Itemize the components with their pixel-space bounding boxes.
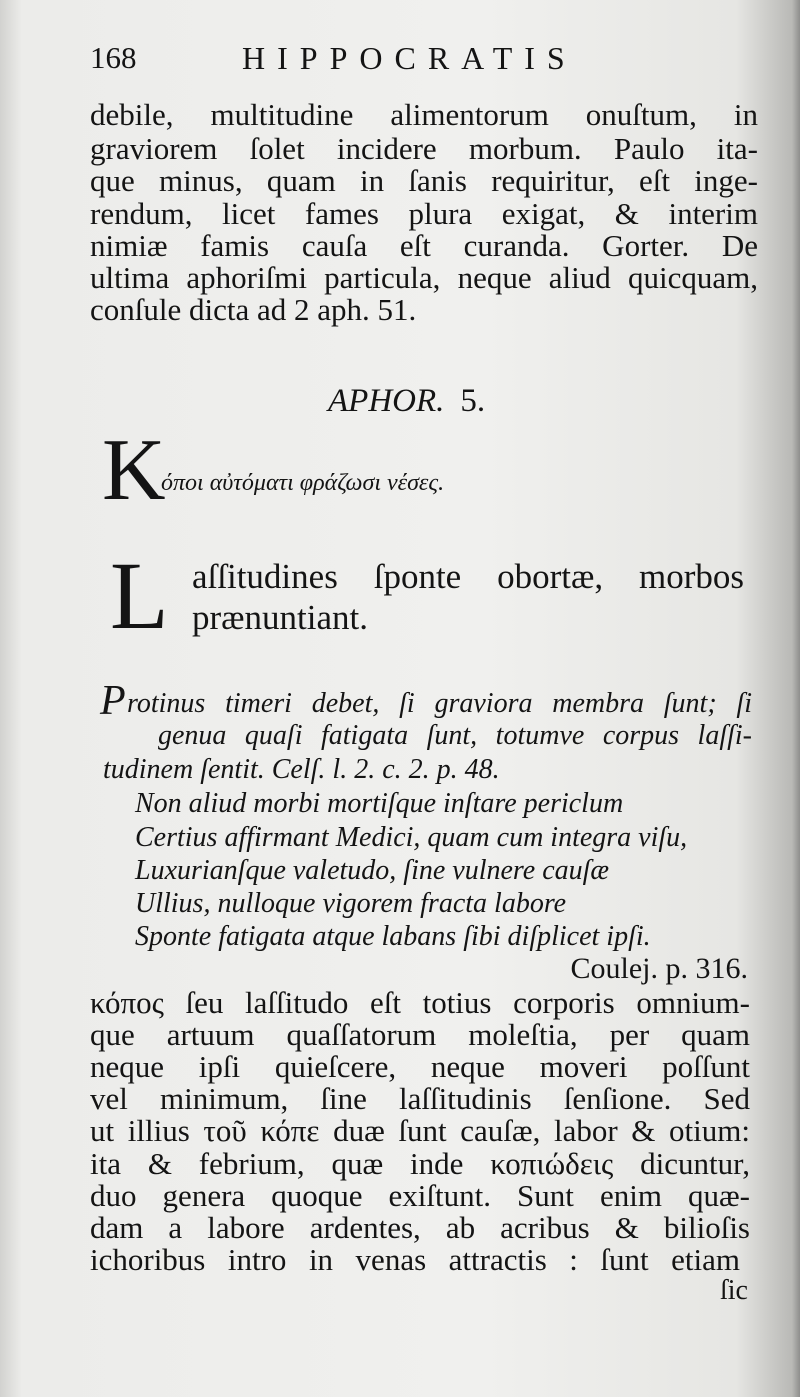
latin-aphorism-line: prænuntiant. [192,598,368,637]
text-line: ut illius τοῦ κόπε duæ ſunt cauſæ, labor & otium: [90,1113,750,1148]
catchword: ſic [720,1275,748,1306]
verse-line: Certius affirmant Medici, quam cum integra viſu, [135,822,688,853]
greek-drop-initial: K [102,422,166,519]
text-line: κόπος ſeu laſſitudo eſt totius corporis omnium- [90,985,750,1020]
running-title: HIPPOCRATIS [242,40,577,76]
text-line: ichoribus intro in venas attractis : ſunt etiam [90,1242,740,1277]
text-line: debile, multitudine alimentorum onuſtum, in [90,97,758,132]
text-line: duo genera quoque exiſtunt. Sunt enim quæ- [90,1178,750,1213]
text-line: vel minimum, ſine laſſitudinis ſenſione. Sed [90,1081,750,1116]
text-line: neque ipſi quieſcere, neque moveri poſſunt [90,1049,750,1084]
text-line: rendum, licet fames plura exigat, & interim [90,196,758,231]
latin-drop-initial: L [110,542,169,649]
text-line: ita & febrium, quæ inde κοπιώδεις dicuntur, [90,1146,750,1181]
text-line: que minus, quam in ſanis requiritur, eſt inge- [90,163,758,198]
greek-aphorism-text: όποι αὐτόματι φράζωσι νέσες. [161,470,445,496]
text-line: que artuum quaſſatorum moleſtia, per quam [90,1017,750,1052]
verse-line: Luxurianſque valetudo, ſine vulnere cauſæ [135,855,610,886]
text-line: conſule dicta ad 2 aph. 51. [90,292,417,327]
commentary-line: rotinus timeri debet, ſi graviora membra ſunt; ſi [127,688,752,719]
aphorism-label: APHOR. [328,383,445,419]
verse-line: Non aliud morbi mortiſque inſtare periclum [135,788,624,819]
page-number: 168 [90,40,137,75]
aphorism-number: 5. [460,383,486,419]
aphorism-heading [328,383,485,420]
verse-line: Ullius, nulloque vigorem fracta labore [135,888,567,919]
commentary-initial: P [100,678,126,724]
commentary-line: genua quaſi fatigata ſunt, totumve corpus laſſi- [158,720,752,751]
text-line: nimiæ famis cauſa eſt curanda. Gorter. De [90,228,758,263]
commentary-line: tudinem ſentit. Celſ. l. 2. c. 2. p. 48. [103,754,500,785]
text-line: dam a labore ardentes, ab acribus & bilioſis [90,1210,750,1245]
text-line: graviorem ſolet incidere morbum. Paulo ita- [90,131,758,166]
verse-citation: Coulej. p. 316. [570,952,748,985]
latin-aphorism-line: aſſitudines ſponte obortæ, morbos [192,557,744,596]
verse-line: Sponte fatigata atque labans ſibi diſplicet ipſi. [135,921,651,952]
text-line: ultima aphoriſmi particula, neque aliud quicquam, [90,260,758,295]
